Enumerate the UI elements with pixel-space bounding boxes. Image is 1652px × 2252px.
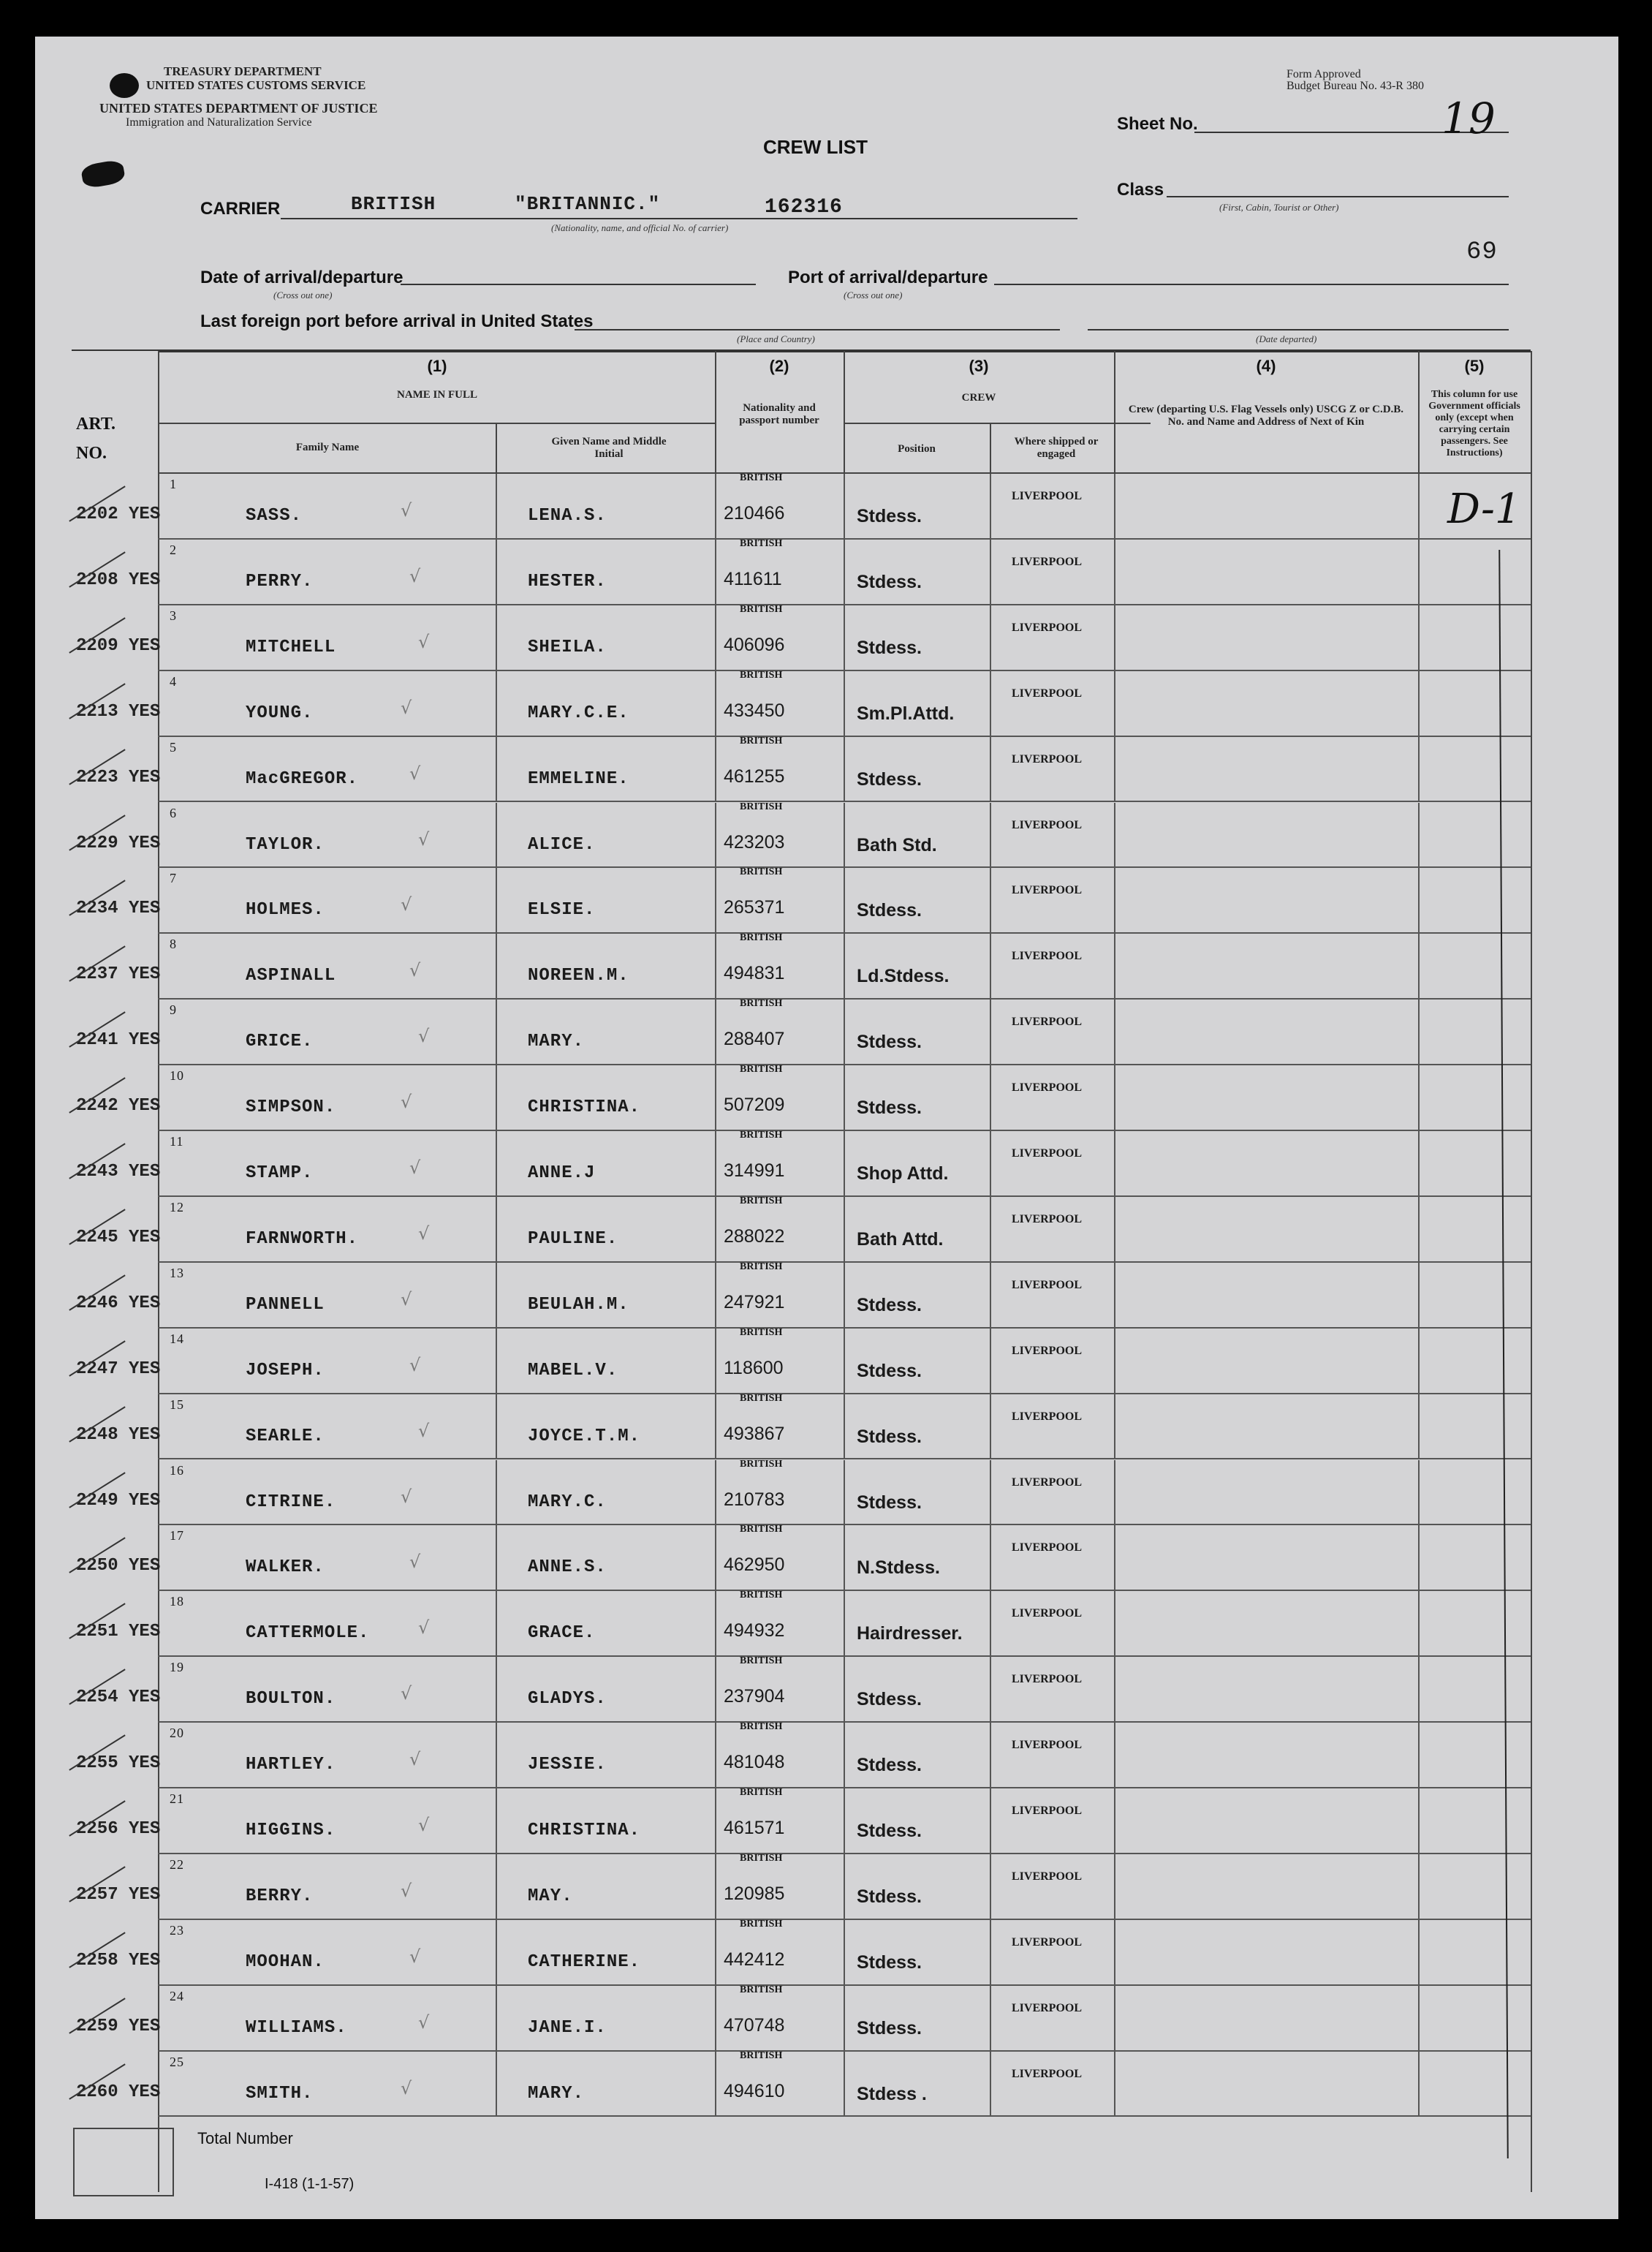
given-name: CATHERINE. <box>528 1951 641 1972</box>
sheet-label: Sheet No. <box>1117 114 1198 134</box>
where-shipped: LIVERPOOL <box>1012 1147 1083 1160</box>
crew-position: Stdess . <box>857 2083 927 2104</box>
check-mark-icon: √ <box>418 631 430 652</box>
crew-position: Stdess. <box>857 1492 922 1513</box>
crew-position: Bath Attd. <box>857 1228 944 1250</box>
crew-position: Stdess. <box>857 1426 922 1447</box>
passport-number: 507209 <box>724 1095 785 1116</box>
art-number: 2237 YES <box>76 964 161 985</box>
where-shipped: LIVERPOOL <box>1012 752 1083 766</box>
budget-bureau: Budget Bureau No. 43-R 380 <box>1287 80 1424 92</box>
class-hint: (First, Cabin, Tourist or Other) <box>1219 202 1339 213</box>
crew-position: Stdess. <box>857 1951 922 1973</box>
passport-number: 288022 <box>724 1225 785 1247</box>
passport-number: 461571 <box>724 1818 785 1838</box>
passport-number: 462950 <box>724 1554 785 1576</box>
where-shipped: LIVERPOOL <box>1012 1541 1083 1554</box>
col5-number: (5) <box>1464 357 1485 375</box>
family-name: MITCHELL <box>246 637 336 657</box>
check-mark-icon: √ <box>409 960 421 981</box>
table-row <box>35 537 1570 605</box>
given-name: PAULINE. <box>528 1228 618 1249</box>
row-number: 18 <box>170 1594 184 1609</box>
row-number: 15 <box>170 1397 184 1412</box>
given-name: NOREEN.M. <box>528 966 629 986</box>
form-number: I-418 (1-1-57) <box>265 2176 355 2192</box>
crew-position: Stdess. <box>857 1886 922 1907</box>
given-name: MARY. <box>528 2083 585 2104</box>
crew-position: Stdess. <box>857 1032 922 1053</box>
where-shipped: LIVERPOOL <box>1012 2067 1083 2080</box>
art-number: 2257 YES <box>76 1884 161 1905</box>
passport-number: 288407 <box>724 1029 785 1050</box>
nationality: BRITISH <box>740 735 783 747</box>
nationality: BRITISH <box>740 1326 783 1338</box>
given-name: CHRISTINA. <box>528 1821 641 1840</box>
col4-title: Crew (departing U.S. Flag Vessels only) USCG Z or C.D.B. No. and Name and Address of Next of Kin <box>1128 404 1404 428</box>
crew-position: Sm.Pl.Attd. <box>857 703 955 724</box>
carrier-number: 162316 <box>765 196 843 219</box>
crew-position: Stdess. <box>857 1821 922 1841</box>
agency-justice: UNITED STATES DEPARTMENT OF JUSTICE <box>99 101 378 116</box>
where-shipped: LIVERPOOL <box>1012 1870 1083 1883</box>
given-name: JANE.I. <box>528 2017 607 2038</box>
table-row <box>35 934 1570 1000</box>
crew-list-document <box>35 37 1618 2219</box>
nationality: BRITISH <box>740 1524 783 1535</box>
row-number: 25 <box>170 2054 184 2069</box>
family-name: SIMPSON. <box>246 1097 336 1118</box>
where-shipped: LIVERPOOL <box>1012 1081 1083 1095</box>
given-name: MARY.C. <box>528 1492 607 1512</box>
crew-position: Stdess. <box>857 506 922 526</box>
family-name: CITRINE. <box>246 1492 336 1512</box>
given-name: JESSIE. <box>528 1755 607 1775</box>
nationality: BRITISH <box>740 2049 783 2061</box>
where-shipped: LIVERPOOL <box>1012 1673 1083 1686</box>
carrier-nationality: BRITISH <box>351 193 436 215</box>
nationality: BRITISH <box>740 1655 783 1667</box>
where-shipped: LIVERPOOL <box>1012 1344 1083 1357</box>
date-hint: (Date departed) <box>1256 333 1317 344</box>
where-shipped: LIVERPOOL <box>1012 1410 1083 1423</box>
where-shipped-header: Where shipped or engaged <box>1014 436 1099 460</box>
arrival-hint: (Cross out one) <box>273 290 333 301</box>
col3-number: (3) <box>969 357 989 375</box>
where-shipped: LIVERPOOL <box>1012 1016 1083 1029</box>
check-mark-icon: √ <box>418 828 430 850</box>
passport-number: 210783 <box>724 1489 785 1510</box>
crew-position: Stdess. <box>857 2017 922 2038</box>
nationality: BRITISH <box>740 1984 783 1995</box>
family-name: SMITH. <box>246 2083 314 2104</box>
check-mark-icon: √ <box>409 565 421 586</box>
check-mark-icon: √ <box>418 2011 430 2033</box>
nationality: BRITISH <box>740 1064 783 1076</box>
agency-ins: Immigration and Naturalization Service <box>126 116 312 129</box>
table-row <box>35 1986 1570 2052</box>
crew-position: Shop Attd. <box>857 1163 949 1184</box>
crew-position: Stdess. <box>857 1755 922 1776</box>
family-name: HIGGINS. <box>246 1821 336 1840</box>
passport-number: 237904 <box>724 1686 785 1707</box>
nationality: BRITISH <box>740 1392 783 1404</box>
carrier-hint: (Nationality, name, and official No. of carrier) <box>551 222 729 233</box>
row-number: 1 <box>170 477 177 491</box>
crew-position: N.Stdess. <box>857 1557 940 1579</box>
art-number: 2248 YES <box>76 1424 161 1445</box>
col5-title: This column for use Government officials only (except when carrying certain passengers. See Instructions) <box>1428 389 1520 458</box>
where-shipped: LIVERPOOL <box>1012 1805 1083 1817</box>
family-name: WALKER. <box>246 1557 325 1578</box>
form-approved: Form Approved <box>1287 68 1361 80</box>
table-row <box>35 803 1570 869</box>
family-name: JOSEPH. <box>246 1360 325 1380</box>
col2-number: (2) <box>769 357 789 375</box>
given-name: MAY. <box>528 1886 573 1906</box>
art-number: 2202 YES <box>76 505 161 524</box>
art-number: 2208 YES <box>76 570 161 590</box>
nationality: BRITISH <box>740 1918 783 1930</box>
page-title: CREW LIST <box>763 136 868 158</box>
where-shipped: LIVERPOOL <box>1012 621 1083 634</box>
art-number: 2247 YES <box>76 1359 161 1379</box>
passport-number: 494932 <box>724 1620 785 1641</box>
family-name: HOLMES. <box>246 900 325 921</box>
check-mark-icon: √ <box>418 1223 430 1244</box>
check-mark-icon: √ <box>409 1157 421 1178</box>
given-name: SHEILA. <box>528 637 607 657</box>
table-row <box>35 1000 1570 1065</box>
check-mark-icon: √ <box>418 1617 430 1639</box>
check-mark-icon: √ <box>401 1092 412 1113</box>
table-row <box>35 1920 1570 1986</box>
where-shipped: LIVERPOOL <box>1012 950 1083 963</box>
where-shipped: LIVERPOOL <box>1012 1607 1083 1620</box>
row-number: 13 <box>170 1265 184 1280</box>
carrier-label: CARRIER <box>200 199 281 219</box>
family-name: YOUNG. <box>246 703 314 723</box>
family-name: SEARLE. <box>246 1426 325 1446</box>
row-number: 4 <box>170 673 177 689</box>
table-row <box>35 1065 1570 1131</box>
given-name: CHRISTINA. <box>528 1097 641 1118</box>
art-number: 2243 YES <box>76 1162 161 1182</box>
given-name: HESTER. <box>528 571 607 592</box>
passport-number: 481048 <box>724 1752 785 1773</box>
art-number: 2242 YES <box>76 1096 161 1116</box>
check-mark-icon: √ <box>401 2077 412 2098</box>
passport-number: 247921 <box>724 1291 785 1312</box>
family-name: CATTERMOLE. <box>246 1623 370 1644</box>
art-number: 2254 YES <box>76 1688 161 1708</box>
col1-number: (1) <box>427 357 447 375</box>
table-row <box>35 2049 1570 2117</box>
crew-position: Stdess. <box>857 1294 922 1315</box>
nationality: BRITISH <box>740 603 783 615</box>
given-name: ELSIE. <box>528 900 596 921</box>
art-number: 2245 YES <box>76 1227 161 1247</box>
art-number: 2229 YES <box>76 833 161 853</box>
check-mark-icon: √ <box>418 1420 430 1441</box>
row-number: 20 <box>170 1726 184 1741</box>
art-number: 2223 YES <box>76 767 161 787</box>
passport-number: 494610 <box>724 2080 785 2101</box>
check-mark-icon: √ <box>409 1749 421 1770</box>
art-no-header: ART. NO. <box>76 415 116 463</box>
table-row <box>35 1657 1570 1723</box>
row-number: 7 <box>170 871 177 886</box>
table-row <box>35 1723 1570 1788</box>
row-number: 2 <box>170 542 177 557</box>
agency-treasury: TREASURY DEPARTMENT <box>164 64 322 78</box>
given-name: BEULAH.M. <box>528 1294 629 1315</box>
given-name: MARY. <box>528 1032 585 1052</box>
family-name: MacGREGOR. <box>246 768 359 789</box>
row-number: 10 <box>170 1068 184 1084</box>
passport-number: 265371 <box>724 897 785 918</box>
check-mark-icon: √ <box>401 1683 412 1704</box>
check-mark-icon: √ <box>409 1552 421 1573</box>
table-row <box>35 605 1570 671</box>
nationality: BRITISH <box>740 1787 783 1798</box>
crew-position: Stdess. <box>857 637 922 658</box>
where-shipped: LIVERPOOL <box>1012 555 1083 568</box>
family-name: PANNELL <box>246 1294 325 1315</box>
family-name: HARTLEY. <box>246 1755 336 1775</box>
check-mark-icon: √ <box>409 1354 421 1375</box>
art-number: 2209 YES <box>76 635 161 656</box>
family-name: BERRY. <box>246 1886 314 1906</box>
nationality: BRITISH <box>740 1261 783 1272</box>
passport-number: 314991 <box>724 1160 785 1181</box>
given-name: ANNE.J <box>528 1163 596 1183</box>
class-number: 69 <box>1466 238 1498 266</box>
art-number: 2234 YES <box>76 899 161 919</box>
row-number: 11 <box>170 1134 184 1149</box>
passport-number: 120985 <box>724 1883 785 1904</box>
row-number: 17 <box>170 1528 184 1543</box>
nationality: BRITISH <box>740 998 783 1010</box>
ink-blot-icon <box>80 159 126 189</box>
passport-number: 118600 <box>724 1357 784 1378</box>
family-name: PERRY. <box>246 571 314 592</box>
family-name: WILLIAMS. <box>246 2017 347 2038</box>
agency-customs: UNITED STATES CUSTOMS SERVICE <box>146 78 366 92</box>
row-number: 24 <box>170 1988 184 2003</box>
last-port-label: Last foreign port before arrival in United States <box>200 311 594 331</box>
table-row <box>35 1788 1570 1854</box>
arrival-label: Date of arrival/departure <box>200 268 403 287</box>
table-row <box>35 1591 1570 1657</box>
check-mark-icon: √ <box>401 500 412 521</box>
crew-position: Stdess. <box>857 571 922 592</box>
table-row <box>35 1197 1570 1263</box>
crew-position: Stdess. <box>857 1097 922 1119</box>
check-mark-icon: √ <box>401 1880 412 1901</box>
given-name: MABEL.V. <box>528 1360 618 1380</box>
row-number: 9 <box>170 1002 177 1018</box>
check-mark-icon: √ <box>401 1486 412 1507</box>
sheet-number: 19 <box>1441 94 1496 143</box>
family-name: TAYLOR. <box>246 834 325 855</box>
nationality: BRITISH <box>740 1458 783 1470</box>
ink-blot-icon <box>110 73 139 98</box>
port-label: Port of arrival/departure <box>788 268 988 287</box>
check-mark-icon: √ <box>418 1026 430 1047</box>
nationality: BRITISH <box>740 1852 783 1864</box>
table-row <box>35 1525 1570 1591</box>
crew-position: Ld.Stdess. <box>857 966 950 987</box>
passport-number: 461255 <box>724 766 785 787</box>
where-shipped: LIVERPOOL <box>1012 2001 1083 2014</box>
where-shipped: LIVERPOOL <box>1012 490 1083 502</box>
crew-position: Stdess. <box>857 1689 922 1710</box>
given-name-header: Given Name and Middle Initial <box>551 436 667 460</box>
table-row <box>35 737 1570 803</box>
passport-number: 210466 <box>724 503 785 524</box>
table-row <box>35 1326 1570 1394</box>
family-name: BOULTON. <box>246 1689 336 1709</box>
passport-number: 433450 <box>724 700 785 721</box>
family-name: SASS. <box>246 506 303 526</box>
carrier-name: "BRITANNIC." <box>515 193 661 215</box>
crew-position: Stdess. <box>857 768 922 790</box>
nationality: BRITISH <box>740 537 783 549</box>
table-row <box>35 1854 1570 1920</box>
passport-number: 442412 <box>724 1949 785 1970</box>
art-number: 2258 YES <box>76 1950 161 1970</box>
table-row <box>35 474 1570 540</box>
col5-annotation: D-1 <box>1447 485 1521 533</box>
family-name: MOOHAN. <box>246 1951 325 1972</box>
table-row <box>35 868 1570 934</box>
port-hint: (Cross out one) <box>844 290 903 301</box>
family-name: FARNWORTH. <box>246 1228 359 1249</box>
passport-number: 423203 <box>724 831 785 853</box>
art-number: 2246 YES <box>76 1293 161 1313</box>
art-number: 2249 YES <box>76 1490 161 1511</box>
given-name: LENA.S. <box>528 506 607 526</box>
place-hint: (Place and Country) <box>737 333 815 344</box>
where-shipped: LIVERPOOL <box>1012 1935 1083 1949</box>
art-number: 2259 YES <box>76 2016 161 2036</box>
where-shipped: LIVERPOOL <box>1012 687 1083 700</box>
check-mark-icon: √ <box>409 763 421 784</box>
crew-position: Hairdresser. <box>857 1623 963 1644</box>
col1-title: NAME IN FULL <box>396 389 477 401</box>
art-number: 2255 YES <box>76 1753 161 1774</box>
table-row <box>35 671 1570 737</box>
art-number: 2250 YES <box>76 1556 161 1576</box>
given-name: GLADYS. <box>528 1689 607 1709</box>
row-number: 3 <box>170 608 177 623</box>
row-number: 19 <box>170 1660 184 1675</box>
passport-number: 406096 <box>724 634 785 655</box>
check-mark-icon: √ <box>409 1946 421 1967</box>
given-name: ANNE.S. <box>528 1557 607 1578</box>
nationality: BRITISH <box>740 1721 783 1733</box>
row-number: 16 <box>170 1462 184 1478</box>
row-number: 12 <box>170 1199 184 1214</box>
row-number: 23 <box>170 1922 184 1938</box>
row-number: 8 <box>170 937 177 952</box>
table-row <box>35 1131 1570 1197</box>
crew-position: Bath Std. <box>857 834 937 855</box>
where-shipped: LIVERPOOL <box>1012 818 1083 831</box>
col4-number: (4) <box>1256 357 1276 375</box>
check-mark-icon: √ <box>401 894 412 915</box>
family-name: STAMP. <box>246 1163 314 1183</box>
nationality: BRITISH <box>740 801 783 812</box>
passport-number: 470748 <box>724 2014 785 2036</box>
row-number: 6 <box>170 805 177 820</box>
given-name: ALICE. <box>528 834 596 855</box>
col2-title: Nationality and passport number <box>739 402 819 426</box>
col3-title: CREW <box>961 392 996 404</box>
nationality: BRITISH <box>740 1130 783 1141</box>
given-name: GRACE. <box>528 1623 596 1644</box>
crew-position: Stdess. <box>857 1360 922 1381</box>
given-name: EMMELINE. <box>528 768 629 789</box>
where-shipped: LIVERPOOL <box>1012 1475 1083 1489</box>
art-number: 2256 YES <box>76 1819 161 1839</box>
nationality: BRITISH <box>740 866 783 878</box>
passport-number: 494831 <box>724 963 785 984</box>
table-row <box>35 1460 1570 1526</box>
where-shipped: LIVERPOOL <box>1012 1278 1083 1291</box>
art-number: 2251 YES <box>76 1622 161 1642</box>
where-shipped: LIVERPOOL <box>1012 1212 1083 1225</box>
given-name: MARY.C.E. <box>528 703 629 723</box>
check-mark-icon: √ <box>401 1288 412 1310</box>
crew-position: Stdess. <box>857 900 922 921</box>
nationality: BRITISH <box>740 472 783 483</box>
nationality: BRITISH <box>740 1590 783 1601</box>
family-name: ASPINALL <box>246 966 336 986</box>
row-number: 14 <box>170 1331 184 1346</box>
family-name-header: Family Name <box>295 442 360 453</box>
check-mark-icon: √ <box>418 1815 430 1835</box>
passport-number: 411611 <box>724 568 782 589</box>
nationality: BRITISH <box>740 1195 783 1206</box>
where-shipped: LIVERPOOL <box>1012 1739 1083 1752</box>
art-number: 2241 YES <box>76 1030 161 1051</box>
nationality: BRITISH <box>740 669 783 681</box>
passport-number: 493867 <box>724 1423 785 1444</box>
position-header: Position <box>898 443 936 455</box>
family-name: GRICE. <box>246 1032 314 1052</box>
nationality: BRITISH <box>740 932 783 944</box>
where-shipped: LIVERPOOL <box>1012 884 1083 897</box>
row-number: 21 <box>170 1791 184 1806</box>
given-name: JOYCE.T.M. <box>528 1426 641 1446</box>
row-number: 22 <box>170 1856 184 1872</box>
table-row <box>35 1394 1570 1460</box>
class-label: Class <box>1117 180 1164 200</box>
check-mark-icon: √ <box>401 697 412 718</box>
row-number: 5 <box>170 739 177 755</box>
total-box <box>73 2128 174 2196</box>
art-number: 2260 YES <box>76 2082 161 2102</box>
art-number: 2213 YES <box>76 701 161 722</box>
total-label: Total Number <box>197 2129 293 2147</box>
table-row <box>35 1263 1570 1329</box>
